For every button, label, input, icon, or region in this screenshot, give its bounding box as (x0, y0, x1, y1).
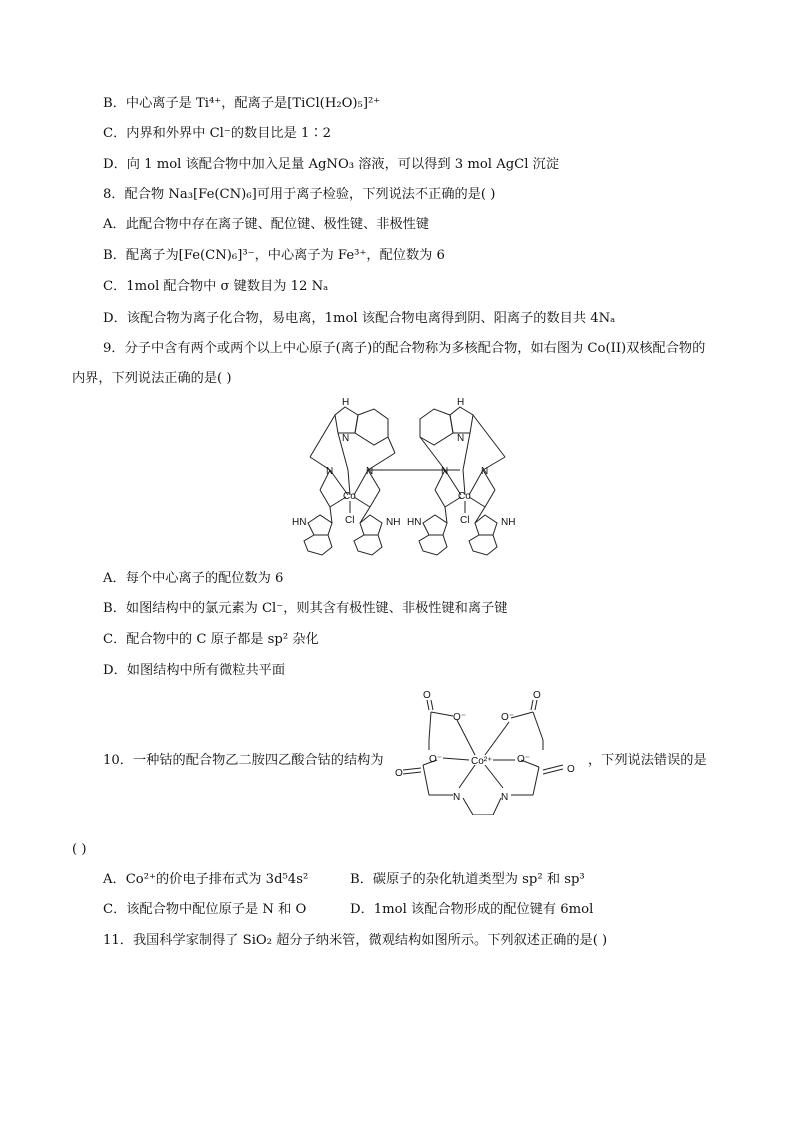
q9-option-b: B．如图结构中的氯元素为 Cl⁻，则其含有极性键、非极性键和离子键 (103, 601, 508, 616)
q7-option-b: B．中心离子是 Ti⁴⁺，配离子是[TiCl(H₂O)₅]²⁺ (103, 96, 381, 111)
right-n-label-3: N (481, 466, 489, 477)
edta-n-label-2: N (501, 792, 509, 803)
edta-o-label-2: O (533, 690, 541, 701)
q10-stem-left: 10．一种钴的配合物乙二胺四乙酸合钴的结构为 (103, 753, 384, 768)
q10-option-c: C．该配合物中配位原子是 N 和 O (103, 902, 307, 917)
right-co-label: Co (458, 491, 471, 502)
edta-o-minus-label-1: O⁻ (453, 712, 467, 723)
right-cl-label: Cl (460, 515, 470, 526)
edta-o-minus-label-3: O⁻ (429, 754, 443, 765)
co-dinuclear-structure-figure (290, 395, 540, 560)
edta-cobalt-structure-figure (393, 690, 583, 815)
q9-option-d: D．如图结构中所有微粒共平面 (103, 663, 286, 678)
q11-stem: 11．我国科学家制得了 SiO₂ 超分子纳米管，微观结构如图所示。下列叙述正确的是( ) (103, 933, 608, 948)
edta-o-label-4: O (567, 764, 575, 775)
right-n-label-1: N (457, 433, 465, 444)
q10-stem-right: ，下列说法错误的是 (588, 753, 707, 768)
q9-option-a: A．每个中心离子的配位数为 6 (103, 571, 284, 586)
q7-option-c: C．内界和外界中 Cl⁻的数目比是 1∶2 (103, 126, 331, 141)
q8-stem: 8．配合物 Na₃[Fe(CN)₆]可用于离子检验，下列说法不正确的是( ) (103, 187, 496, 202)
left-n-label-3: N (366, 466, 374, 477)
q10-paren: ( ) (72, 842, 87, 857)
q10-option-b: B．碳原子的杂化轨道类型为 sp² 和 sp³ (350, 872, 585, 887)
left-hn-label: HN (292, 517, 307, 528)
q10-option-a: A．Co²⁺的价电子排布式为 3d⁵4s² (103, 872, 309, 887)
q8-option-c: C．1mol 配合物中 σ 键数目为 12 Nₐ (103, 279, 329, 294)
right-n-label-2: N (441, 466, 449, 477)
q8-option-d: D．该配合物为离子化合物，易电离，1mol 该配合物电离得到阴、阳离子的数目共 4Nₐ (103, 311, 616, 326)
edta-n-label-1: N (453, 792, 461, 803)
edta-o-label-1: O (423, 690, 431, 701)
right-nh-label: H (457, 397, 465, 408)
q10-option-d: D．1mol 该配合物形成的配位键有 6mol (350, 902, 594, 917)
left-n-label-1: N (342, 433, 350, 444)
q9-stem-line2: 内界，下列说法正确的是( ) (72, 371, 232, 386)
q9-stem-line1: 9．分子中含有两个或两个以上中心原子(离子)的配合物称为多核配合物，如右图为 Co(II)双核配合物的 (103, 341, 706, 356)
left-n-label-2: N (326, 466, 334, 477)
q8-option-b: B．配离子为[Fe(CN)₆]³⁻，中心离子为 Fe³⁺，配位数为 6 (103, 248, 445, 263)
left-cl-label: Cl (345, 515, 355, 526)
left-nh-bottom-label: NH (386, 517, 401, 528)
edta-o-minus-label-2: O⁻ (501, 712, 515, 723)
edta-o-label-3: O (395, 768, 403, 779)
q8-option-a: A．此配合物中存在离子键、配位键、极性键、非极性键 (103, 217, 430, 232)
right-nh-bottom-label: NH (501, 517, 516, 528)
left-nh-label: H (342, 397, 350, 408)
left-co-label: Co (343, 491, 356, 502)
q9-option-c: C．配合物中的 C 原子都是 sp² 杂化 (103, 632, 319, 647)
edta-co-label: Co²⁺ (471, 756, 493, 767)
left-co-complex (304, 407, 395, 555)
right-hn-label: HN (407, 517, 422, 528)
right-co-complex (419, 407, 505, 555)
edta-o-minus-label-4: O⁻ (517, 754, 531, 765)
q7-option-d: D．向 1 mol 该配合物中加入足量 AgNO₃ 溶液，可以得到 3 mol AgCl 沉淀 (103, 157, 560, 172)
